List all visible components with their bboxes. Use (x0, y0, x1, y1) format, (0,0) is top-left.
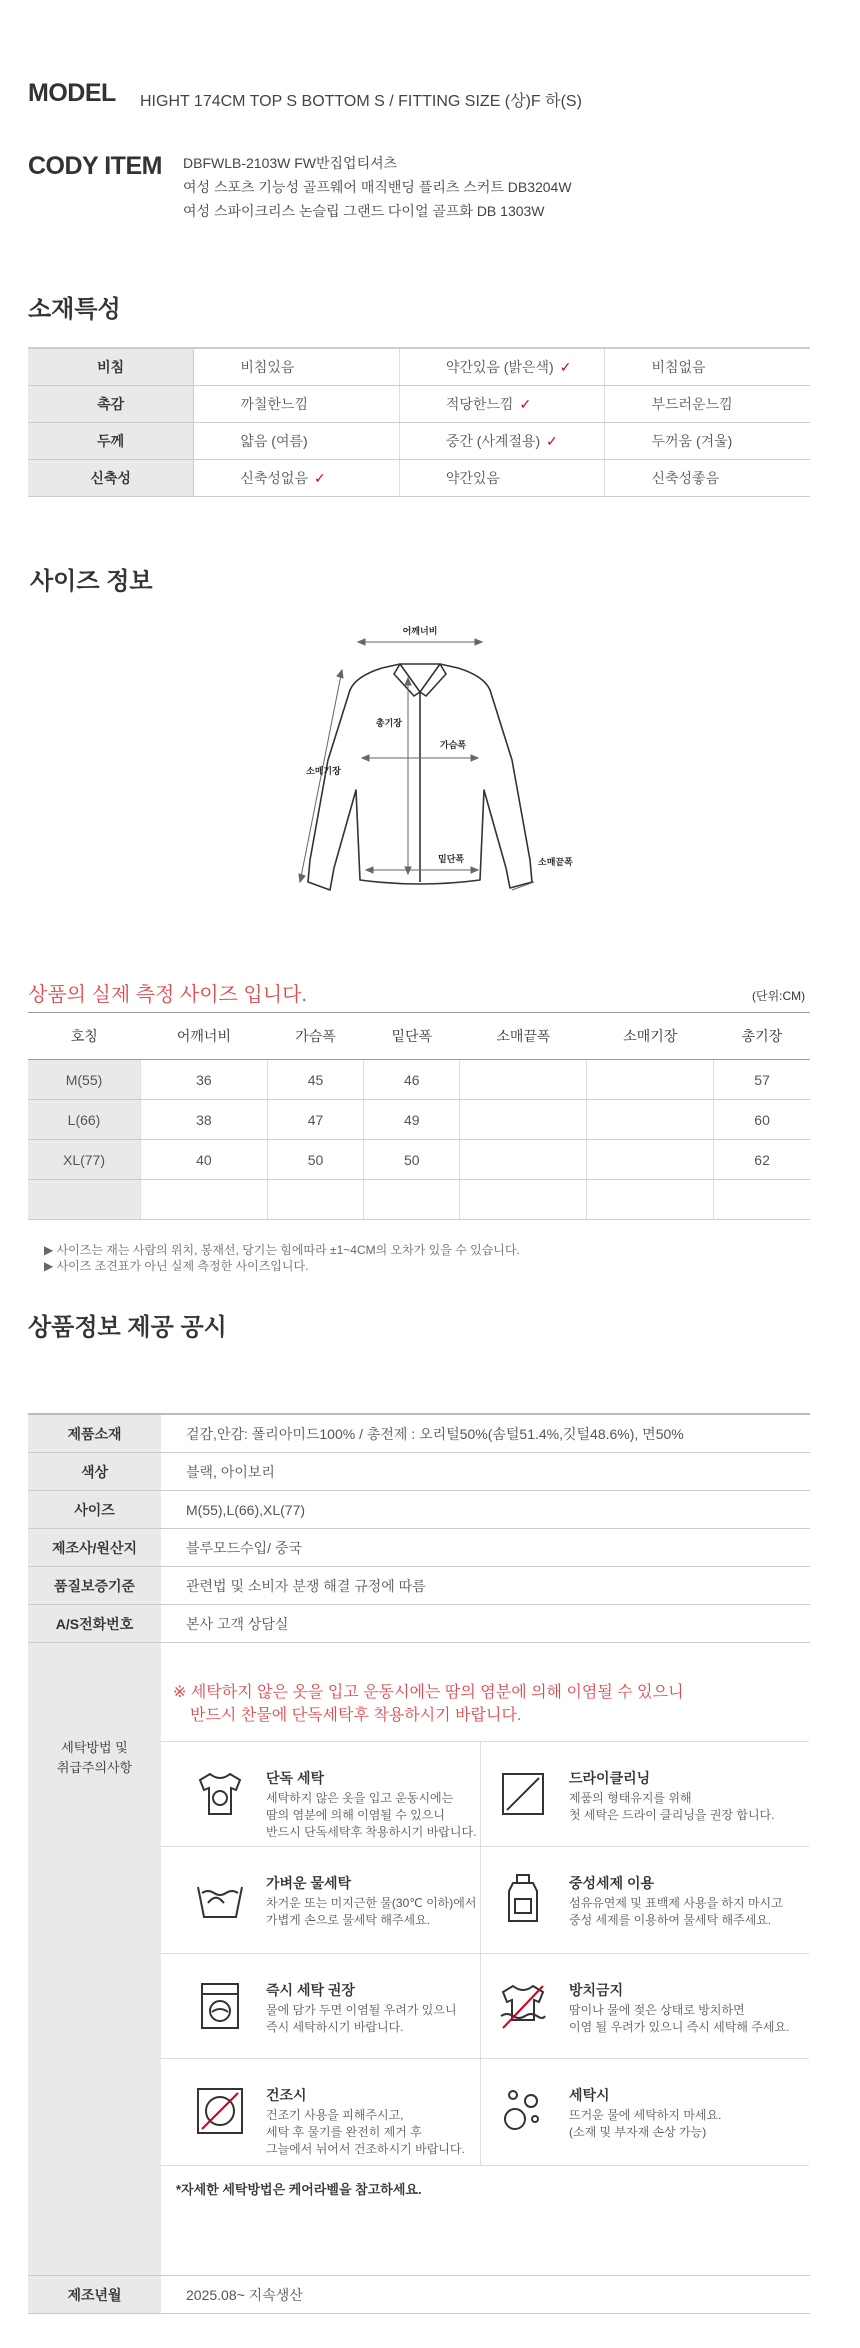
size-col-header: 호칭 (28, 1013, 141, 1060)
product-info-value: 블랙, 아이보리 (161, 1453, 810, 1491)
care-item-desc (266, 2002, 496, 2036)
size-col-header: 어깨너비 (141, 1013, 268, 1060)
product-info-label: 품질보증기준 (28, 1567, 161, 1605)
size-cell: 45 (267, 1060, 363, 1100)
product-info-value: 본사 고객 상담실 (161, 1605, 810, 1643)
product-info-row (28, 1414, 810, 1453)
care-item-title: 건조시 (266, 2087, 307, 2103)
size-cell (587, 1140, 714, 1180)
care-label-line: 세탁방법 및 (61, 1740, 128, 1755)
unit-label: (단위:CM) (752, 989, 806, 1003)
material-row-label: 비침 (28, 348, 194, 386)
material-option-label: 비침있음 (240, 359, 295, 375)
bubbles-icon (497, 2085, 549, 2137)
model-spec: HIGHT 174CM TOP S BOTTOM S / FITTING SIZE (상)F 하(S) (140, 93, 582, 110)
size-cell (364, 1180, 460, 1220)
size-cell: 62 (714, 1140, 810, 1180)
material-row-label: 촉감 (28, 386, 194, 423)
size-cell (460, 1100, 587, 1140)
material-option-label: 신축성좋음 (651, 470, 720, 486)
product-info-label: A/S전화번호 (28, 1605, 161, 1643)
care-item (482, 1768, 802, 1868)
washing-machine-icon (194, 1980, 246, 2032)
size-note: ▶ 사이즈 조견표가 아닌 실제 측정한 사이즈입니다. (44, 1259, 309, 1273)
detergent-icon (497, 1873, 549, 1925)
care-item (482, 1980, 802, 2080)
material-row (28, 348, 810, 386)
product-info-value: 관련법 및 소비자 분쟁 해결 규정에 따름 (161, 1567, 810, 1605)
size-cell (587, 1180, 714, 1220)
care-row (28, 1643, 810, 2276)
material-option (605, 386, 810, 423)
size-cell (460, 1060, 587, 1100)
size-cell: 36 (141, 1060, 268, 1100)
care-item-line: 뜨거운 물에 세탁하지 마세요. (569, 2108, 722, 2122)
care-item-desc (266, 1790, 496, 1841)
care-warning-line: 반드시 찬물에 단독세탁후 착용하시기 바랍니다. (190, 1707, 522, 1724)
material-option-label: 까칠한느낌 (240, 396, 308, 412)
material-option-label: 적당한느낌 (445, 396, 514, 412)
size-row (28, 1060, 810, 1100)
check-icon: ✓ (546, 433, 558, 449)
material-option (194, 348, 399, 386)
care-item-line: 첫 세탁은 드라이 클리닝을 권장 합니다. (569, 1808, 775, 1822)
care-item-title: 방치금지 (569, 1982, 624, 1998)
care-item-line: 세탁하지 않은 옷을 입고 운동시에는 (266, 1791, 454, 1805)
size-cell: 38 (141, 1100, 268, 1140)
care-item (179, 2085, 499, 2185)
product-info-row (28, 1605, 810, 1643)
product-info-row (28, 1567, 810, 1605)
care-item-title: 즉시 세탁 권장 (266, 1982, 355, 1998)
total-length-label: 총기장 (375, 718, 402, 728)
care-item-line: 중성 세제를 이용하여 물세탁 해주세요. (569, 1913, 772, 1927)
care-item (482, 1873, 802, 1973)
size-cell: 57 (714, 1060, 810, 1100)
material-option (194, 386, 399, 423)
care-item-line: 건조기 사용을 피해주시고, (266, 2108, 404, 2122)
check-icon: ✓ (313, 470, 326, 486)
care-item-desc (569, 2107, 799, 2141)
size-col-header: 밑단폭 (364, 1013, 460, 1060)
material-option-label: 부드러운느낌 (651, 396, 733, 412)
care-warning (173, 1681, 684, 1727)
care-label-line: 취급주의사항 (56, 1760, 133, 1775)
product-info-value: M(55),L(66),XL(77) (161, 1491, 810, 1529)
care-item-desc (569, 2002, 799, 2036)
material-title: 소재특성 (28, 296, 121, 323)
check-icon: ✓ (519, 396, 532, 412)
product-info-row (28, 1453, 810, 1491)
material-option (399, 423, 605, 460)
size-cell: 50 (267, 1140, 363, 1180)
material-option (605, 460, 810, 497)
product-info-label: 제품소재 (28, 1414, 161, 1453)
size-cell (587, 1060, 714, 1100)
size-cell: 47 (267, 1100, 363, 1140)
material-row-label: 신축성 (28, 460, 194, 497)
material-option (399, 460, 605, 497)
material-option-label: 약간있음 (밝은색) (445, 359, 554, 375)
chest-label: 가슴폭 (440, 740, 467, 750)
care-item (179, 1980, 499, 2080)
material-option (399, 348, 605, 386)
size-row (28, 1180, 810, 1220)
care-footnote: *자세한 세탁방법은 케어라벨을 참고하세요. (176, 2182, 422, 2197)
material-option (605, 423, 810, 460)
size-cell: 40 (141, 1140, 268, 1180)
material-option-label: 비침없음 (651, 359, 706, 375)
size-col-header: 총기장 (714, 1013, 810, 1060)
size-col-header: 가슴폭 (267, 1013, 363, 1060)
care-item-line: 제품의 형태유지를 위해 (569, 1791, 692, 1805)
shoulder-label: 어깨너비 (402, 626, 438, 636)
care-item (179, 1768, 499, 1868)
care-item-desc (569, 1895, 799, 1929)
material-row-label: 두께 (28, 423, 194, 460)
care-item (179, 1873, 499, 1973)
check-icon: ✓ (559, 359, 572, 375)
gentle-wash-icon (194, 1873, 246, 1925)
care-item-line: 세탁 후 물기를 완전히 제거 후 (266, 2125, 422, 2139)
care-item-title: 가벼운 물세탁 (266, 1875, 352, 1891)
hem-label: 밑단폭 (438, 854, 465, 864)
tshirt-wash-icon (194, 1768, 246, 1820)
product-info-title: 상품정보 제공 공시 (28, 1314, 227, 1341)
care-item-title: 세탁시 (569, 2087, 610, 2103)
size-cell: 46 (364, 1060, 460, 1100)
material-option-label: 두꺼움 (겨울) (651, 433, 733, 449)
size-col-header: 소매끝폭 (460, 1013, 587, 1060)
care-item-title: 중성세제 이용 (569, 1875, 655, 1891)
care-item-desc (266, 2107, 496, 2158)
no-soak-icon (497, 1980, 549, 2032)
no-tumble-dry-icon (194, 2085, 246, 2137)
product-info-label: 색상 (28, 1453, 161, 1491)
size-cell: 60 (714, 1100, 810, 1140)
care-label (28, 1643, 161, 2276)
size-col-header: 소매기장 (587, 1013, 714, 1060)
material-option (194, 423, 399, 460)
size-row (28, 1140, 810, 1180)
material-option (605, 348, 810, 386)
product-info-label: 제조사/원산지 (28, 1529, 161, 1567)
care-item-desc (266, 1895, 496, 1929)
care-item-line: 그늘에서 뉘어서 건조하시기 바랍니다. (266, 2142, 465, 2156)
material-row (28, 386, 810, 423)
product-info-row (28, 1529, 810, 1567)
cuff-label: 소매끝폭 (538, 857, 573, 867)
size-cell: 49 (364, 1100, 460, 1140)
cody-item-label: CODY ITEM (28, 152, 162, 180)
size-cell (267, 1180, 363, 1220)
garment-diagram (290, 620, 590, 910)
size-cell (460, 1140, 587, 1180)
product-info-row (28, 2276, 810, 2314)
size-row-label (28, 1180, 141, 1220)
material-option-label: 얇음 (여름) (240, 433, 308, 449)
care-item-title: 드라이클리닝 (569, 1770, 651, 1786)
care-item-line: 차거운 또는 미지근한 물(30℃ 이하)에서 (266, 1896, 477, 1910)
care-item-title: 단독 세탁 (266, 1770, 324, 1786)
size-cell (141, 1180, 268, 1220)
material-table (28, 347, 810, 497)
cody-item: DBFWLB-2103W FW반집업티셔츠 (183, 155, 398, 171)
size-info-title: 사이즈 정보 (30, 568, 153, 595)
size-cell (587, 1100, 714, 1140)
size-row (28, 1100, 810, 1140)
size-cell (460, 1180, 587, 1220)
made-label: 제조년월 (28, 2276, 161, 2314)
product-info-value: 블루모드수입/ 중국 (161, 1529, 810, 1567)
care-item-line: 땀이나 물에 젖은 상태로 방치하면 (569, 2003, 745, 2017)
care-item (482, 2085, 802, 2185)
size-row-label: L(66) (28, 1100, 141, 1140)
care-item-line: 이염 될 우려가 있으니 즉시 세탁해 주세요. (569, 2020, 790, 2034)
size-cell: 50 (364, 1140, 460, 1180)
care-item-line: 즉시 세탁하시기 바랍니다. (266, 2020, 404, 2034)
size-notes (44, 1242, 520, 1274)
care-warning-line: ※ 세탁하지 않은 옷을 입고 운동시에는 땀의 염분에 의해 이염될 수 있으니 (173, 1684, 684, 1701)
model-label: MODEL (28, 79, 116, 107)
material-option (399, 386, 605, 423)
size-row-label: XL(77) (28, 1140, 141, 1180)
size-cell (714, 1180, 810, 1220)
cody-item: 여성 스파이크리스 논슬립 그랜드 다이얼 골프화 DB 1303W (183, 203, 545, 219)
care-item-line: 반드시 단독세탁후 착용하시기 바랍니다. (266, 1825, 477, 1839)
product-info-value: 겉감,안감: 폴리아미드100% / 총전제 : 오리털50%(솜털51.4%,깃털48.6%), 면50% (161, 1414, 810, 1453)
size-row-label: M(55) (28, 1060, 141, 1100)
care-item-line: 물에 담가 두면 이염될 우려가 있으니 (266, 2003, 457, 2017)
product-info-label: 사이즈 (28, 1491, 161, 1529)
no-dryclean-icon (497, 1768, 549, 1820)
care-item-line: 섬유유연제 및 표백제 사용을 하지 마시고 (569, 1896, 783, 1910)
size-table (28, 1012, 810, 1220)
cody-item: 여성 스포츠 기능성 골프웨어 매직밴딩 플리츠 스커트 DB3204W (183, 179, 572, 195)
care-item-line: 가볍게 손으로 물세탁 해주세요. (266, 1913, 431, 1927)
made-value: 2025.08~ 지속생산 (161, 2276, 810, 2314)
care-item-line: (소재 및 부자재 손상 가능) (569, 2125, 707, 2139)
actual-size-title: 상품의 실제 측정 사이즈 입니다. (28, 984, 307, 1006)
material-option (194, 460, 399, 497)
care-content (161, 1643, 810, 2276)
material-option-label: 중간 (사계절용) (445, 433, 541, 449)
care-item-desc (569, 1790, 799, 1824)
material-row (28, 423, 810, 460)
care-item-line: 땀의 염분에 의해 이염될 수 있으니 (266, 1808, 445, 1822)
cody-item-list (183, 151, 572, 223)
product-info-table (28, 1413, 810, 2314)
material-option-label: 약간있음 (445, 470, 500, 486)
sleeve-length-label: 소매기장 (306, 766, 341, 776)
material-option-label: 신축성없음 (240, 470, 308, 486)
size-note: ▶ 사이즈는 재는 사람의 위치, 봉재선, 당기는 힘에따라 ±1~4CM의 오차가 있을 수 있습니다. (44, 1243, 520, 1257)
product-info-row (28, 1491, 810, 1529)
material-row (28, 460, 810, 497)
